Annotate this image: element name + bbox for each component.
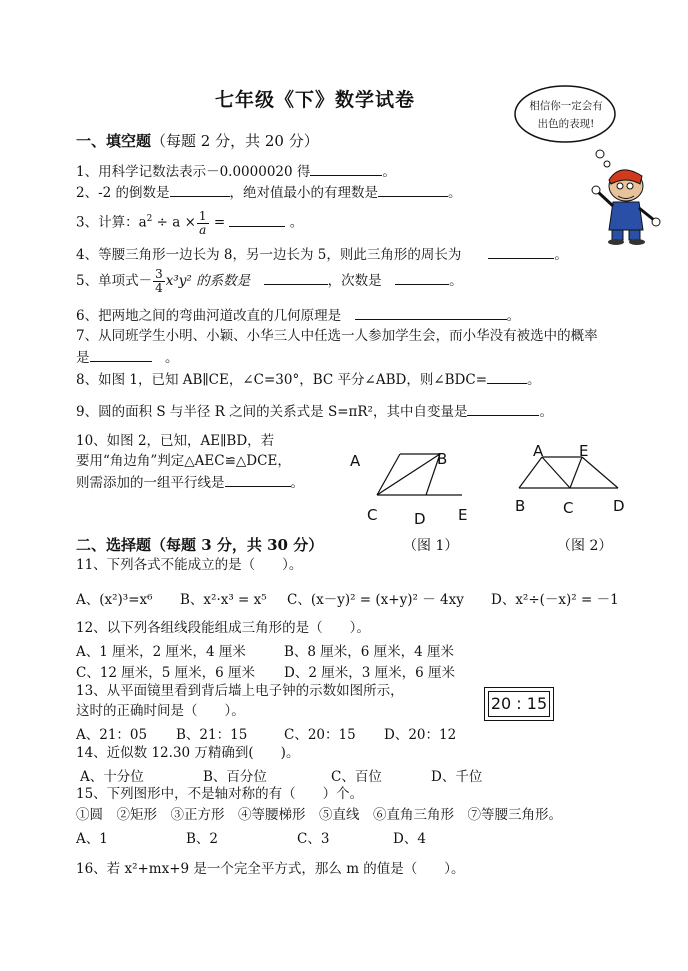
answer-blank[interactable] (310, 161, 382, 176)
q10-line-3: 则需添加的一组平行线是 (76, 475, 225, 491)
q5-part-b: x³y² 的系数是 (165, 273, 251, 289)
q3-part-b: ÷ a × (152, 214, 196, 231)
answer-blank[interactable] (488, 244, 554, 259)
q7-end: 。 (165, 350, 179, 366)
fraction-numerator: 1 (198, 208, 207, 223)
figure-1-caption: （图 1） (403, 538, 459, 554)
question-4 (76, 244, 568, 264)
question-12: 12、以下列各组线段能组成三角形的是（ ）。 (76, 620, 370, 636)
section-1-note: （每题 2 分，共 20 分） (151, 132, 319, 150)
answer-blank[interactable] (378, 182, 448, 197)
fig1-label-d: D (414, 510, 426, 528)
q5-end: 。 (449, 273, 463, 289)
q3-part-a: 3、计算：a (76, 214, 147, 231)
option-b[interactable]: B、百分位 (203, 769, 267, 785)
answer-blank[interactable] (229, 212, 285, 227)
option-a[interactable]: A、(x²)³=x⁶ (76, 592, 153, 608)
option-a[interactable]: A、十分位 (80, 769, 144, 785)
question-9 (76, 401, 553, 421)
option-a[interactable]: A、21：05 (76, 727, 148, 743)
speech-bubble-text (528, 97, 604, 133)
fraction (153, 268, 165, 295)
answer-blank[interactable] (395, 270, 449, 285)
option-d[interactable]: D、4 (393, 831, 426, 847)
question-15: 15、下列图形中，不是轴对称的有（ ）个。 (76, 786, 364, 802)
clock-display: 20 : 15 (488, 691, 550, 717)
q2-part-b: ，绝对值最小的有理数是 (229, 185, 379, 201)
section-1-title: 一、填空题 (76, 132, 152, 150)
q1-end: 。 (382, 164, 396, 180)
q6-end: 。 (506, 308, 521, 324)
option-b[interactable]: B、2 (186, 831, 219, 847)
q8-end: 。 (527, 372, 541, 388)
fig1-label-b: B (437, 450, 448, 468)
figure-2-diagram (505, 440, 635, 500)
bubble-line-2: 出色的表现! (537, 118, 595, 130)
option-d[interactable]: D、20：12 (384, 727, 457, 743)
answer-blank[interactable] (487, 369, 527, 384)
answer-blank[interactable] (355, 305, 507, 320)
answer-blank[interactable] (225, 472, 291, 487)
fig2-label-c: C (563, 499, 574, 517)
answer-blank[interactable] (264, 270, 328, 285)
fraction-denominator: 4 (155, 281, 163, 295)
option-d[interactable]: D、千位 (431, 769, 483, 785)
q3-part-c: = (209, 214, 226, 231)
section-1-header (76, 130, 319, 151)
bubble-line-1: 相信你一定会有 (529, 100, 603, 112)
fig1-label-c: C (367, 506, 378, 524)
question-10: 10、如图 2，已知，AE∥BD，若 (76, 433, 275, 449)
question-11: 11、下列各式不能成立的是（ ）。 (76, 557, 303, 573)
q7-line-2: 是 (76, 350, 90, 366)
fig1-label-e: E (458, 506, 468, 524)
question-15-items: ①圆 ②矩形 ③正方形 ④等腰梯形 ⑤直线 ⑥直角三角形 ⑦等腰三角形。 (76, 807, 562, 823)
question-6 (76, 305, 520, 325)
q9-text: 9、圆的面积 S 与半径 R 之间的关系式是 S=πR²，其中自变量是 (76, 404, 468, 420)
option-d[interactable]: D、2 厘米，3 厘米，6 厘米 (284, 665, 455, 681)
fig1-label-a: A (350, 452, 361, 470)
fig2-label-b: B (515, 497, 526, 515)
q5-part-c: ，次数是 (327, 273, 382, 289)
q3-end: 。 (289, 214, 304, 231)
fraction-denominator: a (199, 222, 207, 237)
option-a[interactable]: A、1 (76, 831, 108, 847)
question-13-line-2: 这时的正确时间是（ ）。 (76, 703, 245, 719)
question-10-line-2: 要用“角边角”判定△AEC≌△DCE， (76, 453, 291, 469)
question-13: 13、从平面镜里看到背后墙上电子钟的示数如图所示， (76, 683, 404, 699)
question-7: 7、从同班学生小明、小颖、小华三人中任选一人参加学生会，而小华没有被选中的概率 (76, 328, 598, 344)
question-5 (76, 268, 463, 295)
digital-clock-image (484, 687, 554, 721)
option-c[interactable]: C、百位 (331, 769, 382, 785)
q2-part-a: 2、-2 的倒数是 (76, 185, 170, 201)
fig2-label-a: A (533, 442, 544, 460)
question-16: 16、若 x²+mx+9 是一个完全平方式，那么 m 的值是（ ）。 (76, 861, 465, 877)
q4-text: 4、等腰三角形一边长为 8，另一边长为 5，则此三角形的周长为 (76, 247, 462, 263)
option-b[interactable]: B、21：15 (176, 727, 248, 743)
q1-text: 1、用科学记数法表示－0.0000020 得 (76, 164, 311, 180)
q10-end: 。 (290, 475, 304, 491)
q8-text: 8、如图 1，已知 AB∥CE，∠C=30°，BC 平分∠ABD，则∠BDC= (76, 372, 488, 388)
question-7-continued (76, 347, 179, 367)
fig2-label-e: E (579, 442, 589, 460)
fraction-numerator: 3 (155, 267, 163, 281)
q2-end: 。 (448, 185, 462, 201)
q9-end: 。 (539, 404, 553, 420)
section-2-header: 二、选择题（每题 3 分，共 30 分） (76, 536, 324, 554)
question-14: 14、近似数 12.30 万精确到( )。 (76, 745, 300, 761)
figure-2-caption: （图 2） (557, 538, 613, 554)
page-title: 七年级《下》数学试卷 (214, 89, 415, 111)
option-c[interactable]: C、3 (297, 831, 330, 847)
answer-blank[interactable] (90, 347, 152, 362)
q6-text: 6、把两地之间的弯曲河道改直的几何原理是 (76, 308, 342, 324)
question-3 (76, 206, 303, 237)
option-b[interactable]: B、8 厘米，6 厘米，4 厘米 (284, 644, 455, 660)
option-b[interactable]: B、x²·x³ = x⁵ (180, 592, 267, 608)
option-a[interactable]: A、1 厘米，2 厘米，4 厘米 (76, 644, 246, 660)
answer-blank[interactable] (467, 401, 539, 416)
fig2-label-d: D (613, 497, 625, 515)
q4-end: 。 (554, 247, 568, 263)
answer-blank[interactable] (170, 182, 230, 197)
question-8 (76, 369, 541, 389)
option-c[interactable]: C、12 厘米，5 厘米，6 厘米 (76, 665, 256, 681)
fraction (197, 210, 209, 237)
option-c[interactable]: C、(x－y)² = (x+y)² － 4xy (287, 592, 464, 608)
q5-part-a: 5、单项式－ (76, 273, 153, 289)
option-c[interactable]: C、20：15 (284, 727, 356, 743)
question-10-line-3 (76, 472, 304, 492)
option-d[interactable]: D、x²÷(－x)² = －1 (491, 592, 619, 608)
question-1 (76, 161, 396, 181)
q3-exponent: 2 (146, 214, 153, 224)
question-2 (76, 182, 462, 202)
